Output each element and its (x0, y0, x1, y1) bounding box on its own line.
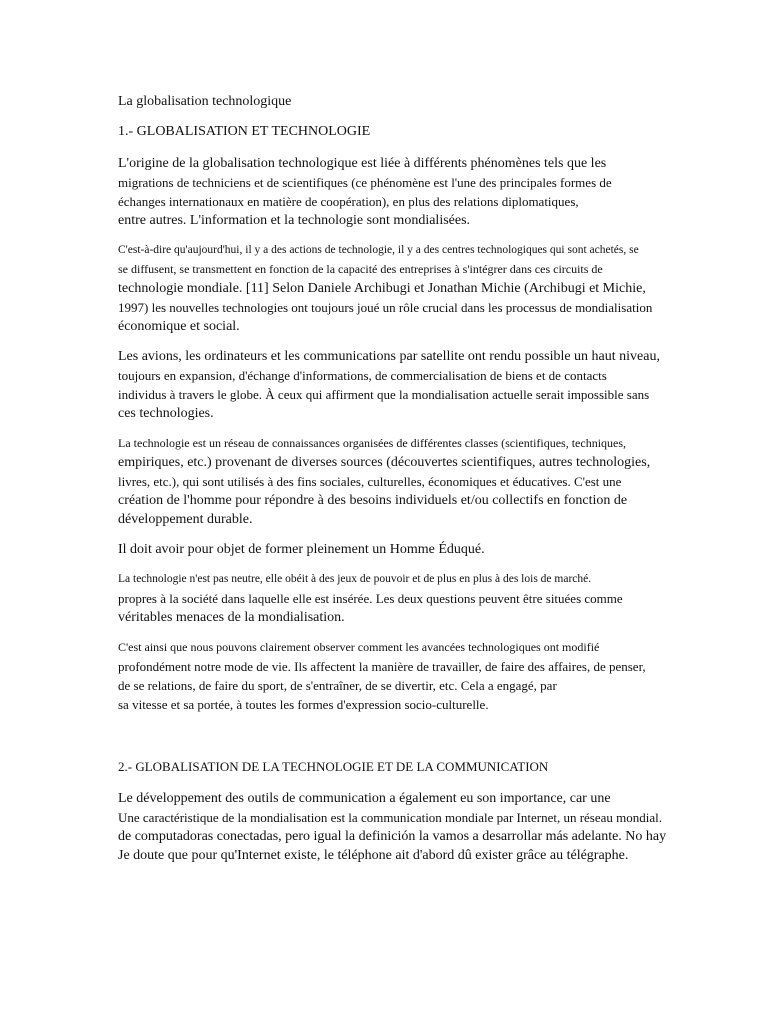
paragraph-line: La technologie est un réseau de connaissances organisées de différentes classes (scientifiques, techniques, (118, 436, 627, 450)
paragraph-line: échanges internationaux en matière de coopération), en plus des relations diplomatiques, (118, 194, 579, 209)
paragraph-line: empiriques, etc.) provenant de diverses sources (découvertes scientifiques, autres technologies, (118, 455, 651, 470)
paragraph-line: de computadoras conectadas, pero igual la definición la vamos a desarrollar más adelante. No hay (118, 829, 667, 844)
paragraph-line: propres à la société dans laquelle elle est insérée. Les deux questions peuvent être situées comme (118, 591, 623, 606)
paragraph-avancees (118, 638, 678, 714)
paragraph-line: profondément notre mode de vie. Ils affectent la manière de travailler, de faire des affaires, de penser, (118, 659, 646, 674)
paragraph-line: toujours en expansion, d'échange d'informations, de commercialisation de biens et de contacts (118, 368, 607, 383)
paragraph-origin (118, 154, 678, 230)
paragraph-line: Je doute que pour qu'Internet existe, le téléphone ait d'abord dû exister grâce au télégraphe. (118, 848, 629, 863)
document-page (118, 93, 678, 876)
paragraph-communication (118, 789, 678, 865)
paragraph-line: sa vitesse et sa portée, à toutes les formes d'expression socio-culturelle. (118, 697, 489, 712)
paragraph-line: Le développement des outils de communication a également eu son importance, car une (118, 791, 611, 806)
paragraph-line: création de l'homme pour répondre à des besoins individuels et/ou collectifs en fonction de (118, 493, 628, 508)
paragraph-line: économique et social. (118, 319, 240, 334)
paragraph-avions (118, 347, 678, 423)
paragraph-neutre (118, 570, 678, 627)
paragraph-line: individus à travers le globe. À ceux qui affirment que la mondialisation actuelle serait impossible sans (118, 387, 650, 402)
paragraph-line: véritables menaces de la mondialisation. (118, 610, 345, 625)
paragraph-reseau (118, 434, 678, 529)
paragraph-line: technologie mondiale. [11] Selon Daniele Archibugi et Jonathan Michie (Archibugi et Michie, (118, 281, 646, 296)
paragraph-line: développement durable. (118, 512, 253, 527)
paragraph-line: livres, etc.), qui sont utilisés à des fins sociales, culturelles, économiques et éducatives. C'est une (118, 474, 622, 489)
paragraph-line: Les avions, les ordinateurs et les communications par satellite ont rendu possible un haut niveau, (118, 349, 660, 364)
paragraph-line: C'est-à-dire qu'aujourd'hui, il y a des actions de technologie, il y a des centres technologiques qui sont achetés, se (118, 244, 639, 256)
paragraph-diffusion (118, 241, 678, 336)
paragraph-line: se diffusent, se transmettent en fonction de la capacité des entreprises à s'intégrer dans ces circuits de (118, 262, 603, 276)
paragraph-line: Il doit avoir pour objet de former pleinement un Homme Éduqué. (118, 542, 485, 557)
section-2-heading: 2.- GLOBALISATION DE LA TECHNOLOGIE ET DE LA COMMUNICATION (118, 759, 549, 774)
paragraph-line: C'est ainsi que nous pouvons clairement observer comment les avancées technologiques ont modifié (118, 640, 600, 654)
paragraph-line: L'origine de la globalisation technologique est liée à différents phénomènes tels que les (118, 156, 607, 171)
paragraph-line: ces technologies. (118, 406, 214, 421)
document-title: La globalisation technologique (118, 94, 292, 109)
section-1-heading: 1.- GLOBALISATION ET TECHNOLOGIE (118, 124, 371, 139)
paragraph-line: migrations de techniciens et de scientifiques (ce phénomène est l'une des principales formes de (118, 175, 612, 190)
section-spacer (118, 725, 678, 757)
paragraph-line: de se relations, de faire du sport, de s'entraîner, de se divertir, etc. Cela a engagé, par (118, 678, 557, 693)
paragraph-line: entre autres. L'information et la technologie sont mondialisées. (118, 213, 471, 228)
paragraph-line: 1997) les nouvelles technologies ont toujours joué un rôle crucial dans les processus de mondialisation (118, 300, 653, 315)
paragraph-objet (118, 540, 678, 559)
paragraph-line: La technologie n'est pas neutre, elle obéit à des jeux de pouvoir et de plus en plus à des lois de marché. (118, 573, 592, 585)
paragraph-line: Une caractéristique de la mondialisation est la communication mondiale par Internet, un réseau mondial. (118, 810, 663, 825)
